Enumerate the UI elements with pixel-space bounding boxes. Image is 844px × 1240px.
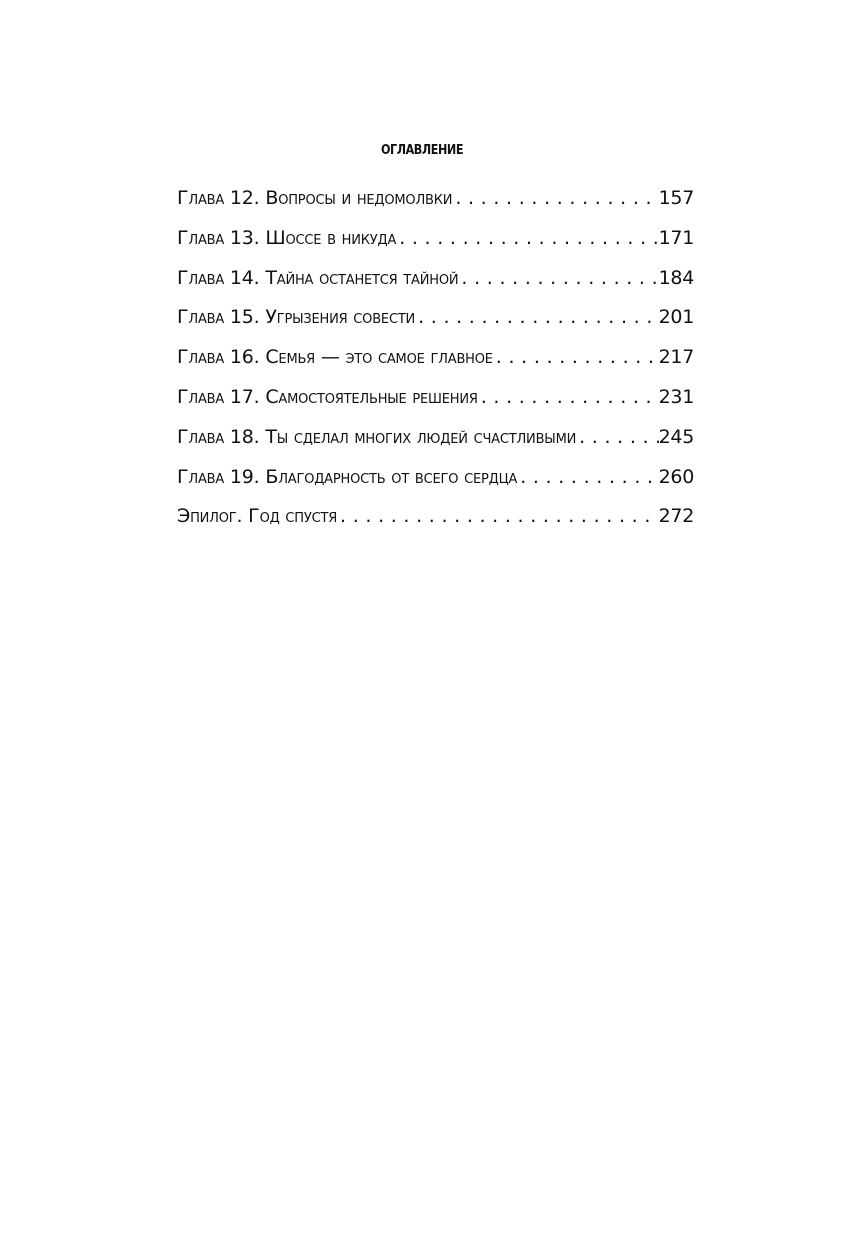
toc-dot-leader [452, 180, 658, 216]
toc-entry [177, 260, 694, 300]
toc-entry [177, 299, 694, 339]
toc-entry-page: 184 [658, 266, 694, 289]
toc-entry [177, 459, 694, 499]
toc-entry-label: Эпилог. Год спустя [177, 505, 338, 528]
toc-dot-leader [396, 220, 658, 256]
toc-dot-leader [517, 459, 658, 495]
toc-dot-leader [493, 339, 659, 375]
toc-entry-page: 171 [658, 226, 694, 249]
toc-entry [177, 498, 694, 538]
toc-entry-page: 231 [658, 385, 694, 408]
toc-entry [177, 419, 694, 459]
toc-entry-page: 157 [658, 187, 694, 209]
toc-dot-leader [478, 379, 659, 415]
toc-dot-leader [458, 260, 658, 296]
toc-list [177, 180, 694, 538]
toc-dot-leader [415, 299, 659, 335]
toc-entry [177, 339, 694, 379]
toc-entry-label: Глава 17. Самостоятельные решения [177, 385, 478, 408]
toc-entry-page: 260 [658, 465, 694, 488]
toc-entry-label: Глава 16. Семья — это самое главное [177, 346, 493, 369]
toc-dot-leader [576, 419, 659, 455]
toc-entry-page: 272 [658, 505, 694, 528]
toc-entry-label: Глава 19. Благодарность от всего сердца [177, 465, 518, 488]
toc-entry-label: Глава 18. Ты сделал многих людей счастливыми [177, 425, 577, 448]
toc-entry-label: Глава 14. Тайна останется тайной [177, 266, 459, 289]
toc-dot-leader [337, 498, 659, 534]
toc-entry [177, 180, 694, 220]
toc-entry-label: Глава 12. Вопросы и недомолвки [177, 187, 453, 209]
toc-entry-page: 201 [658, 306, 694, 329]
toc-entry-page: 245 [658, 425, 694, 448]
toc-entry [177, 220, 694, 260]
toc-entry-page: 217 [658, 346, 694, 369]
toc-entry-label: Глава 13. Шоссе в никуда [177, 226, 397, 249]
toc-entry-label: Глава 15. Угрызения совести [177, 306, 416, 329]
toc-entry [177, 379, 694, 419]
toc-title: оглавление [380, 136, 464, 159]
